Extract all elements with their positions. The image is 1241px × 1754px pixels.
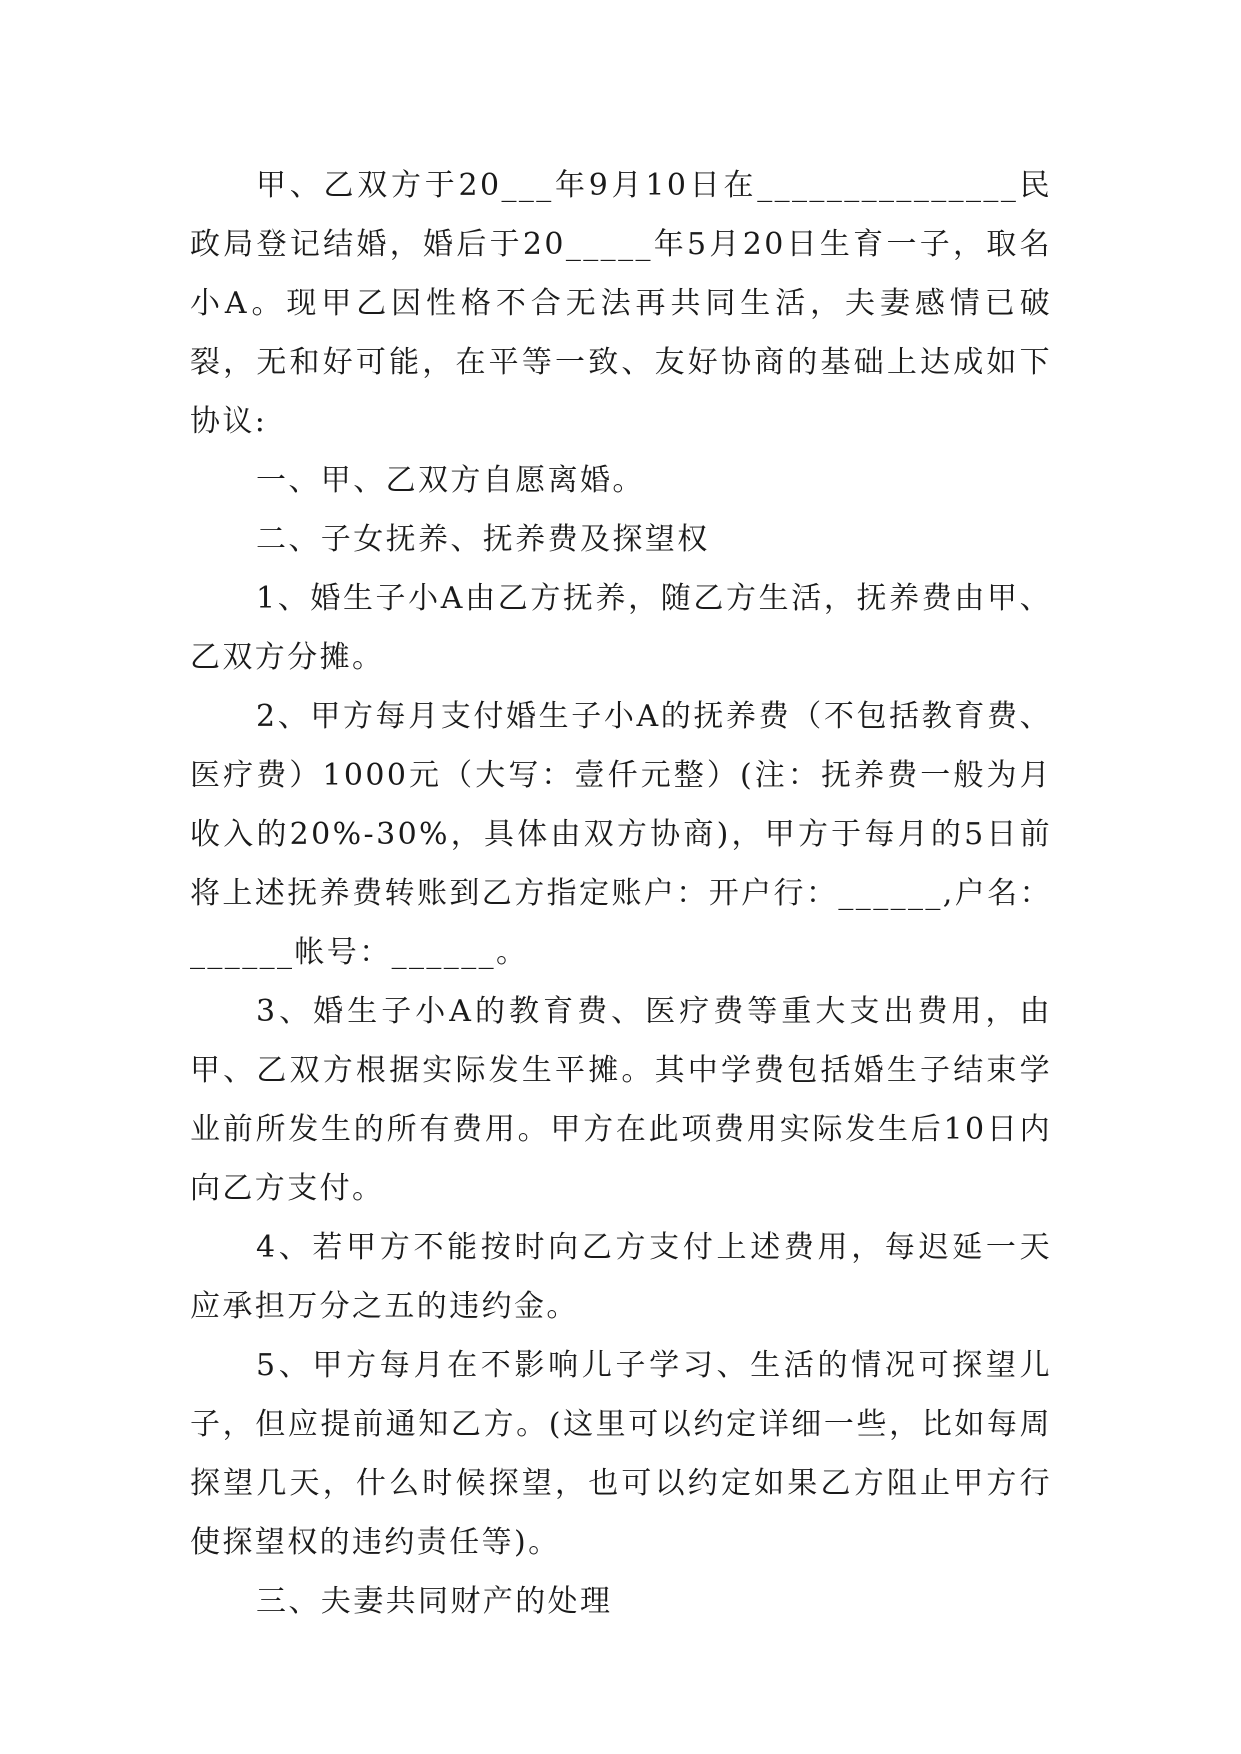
clause-2-item-5: 5、甲方每月在不影响儿子学习、生活的情况可探望儿子，但应提前通知乙方。(这里可以约定详细一些，比如每周探望几天，什么时候探望，也可以约定如果乙方阻止甲方行使探望权的违约责任等)。 (190, 1348, 1052, 1560)
clause-2-item-1: 1、婚生子小A由乙方抚养，随乙方生活，抚养费由甲、乙双方分摊。 (190, 581, 1052, 675)
clause-2-heading: 二、子女抚养、抚养费及探望权 (256, 522, 710, 557)
preamble-paragraph: 甲、乙双方于20___年9月10日在_______________民政局登记结婚，婚后于20_____年5月20日生育一子，取名小A。现甲乙因性格不合无法再共同生活，夫妻感情已破裂，无和好可能，在平等一致、友好协商的基础上达成如下协议: (190, 168, 1052, 439)
clause-3-heading: 三、夫妻共同财产的处理 (256, 1584, 613, 1619)
clause-2-item-2: 2、甲方每月支付婚生子小A的抚养费（不包括教育费、医疗费）1000元（大写：壹仟元整）(注：抚养费一般为月收入的20%-30%，具体由双方协商)，甲方于每月的5日前将上述抚养费转账到乙方指定账户：开户行：______,户名：______帐号：______。 (190, 699, 1052, 970)
clause-2-item-3: 3、婚生子小A的教育费、医疗费等重大支出费用，由甲、乙双方根据实际发生平摊。其中学费包括婚生子结束学业前所发生的所有费用。甲方在此项费用实际发生后10日内向乙方支付。 (190, 994, 1052, 1206)
clause-1-heading: 一、甲、乙双方自愿离婚。 (256, 463, 645, 498)
document-body (190, 156, 1052, 1631)
clause-2-item-4: 4、若甲方不能按时向乙方支付上述费用，每迟延一天应承担万分之五的违约金。 (190, 1230, 1052, 1324)
